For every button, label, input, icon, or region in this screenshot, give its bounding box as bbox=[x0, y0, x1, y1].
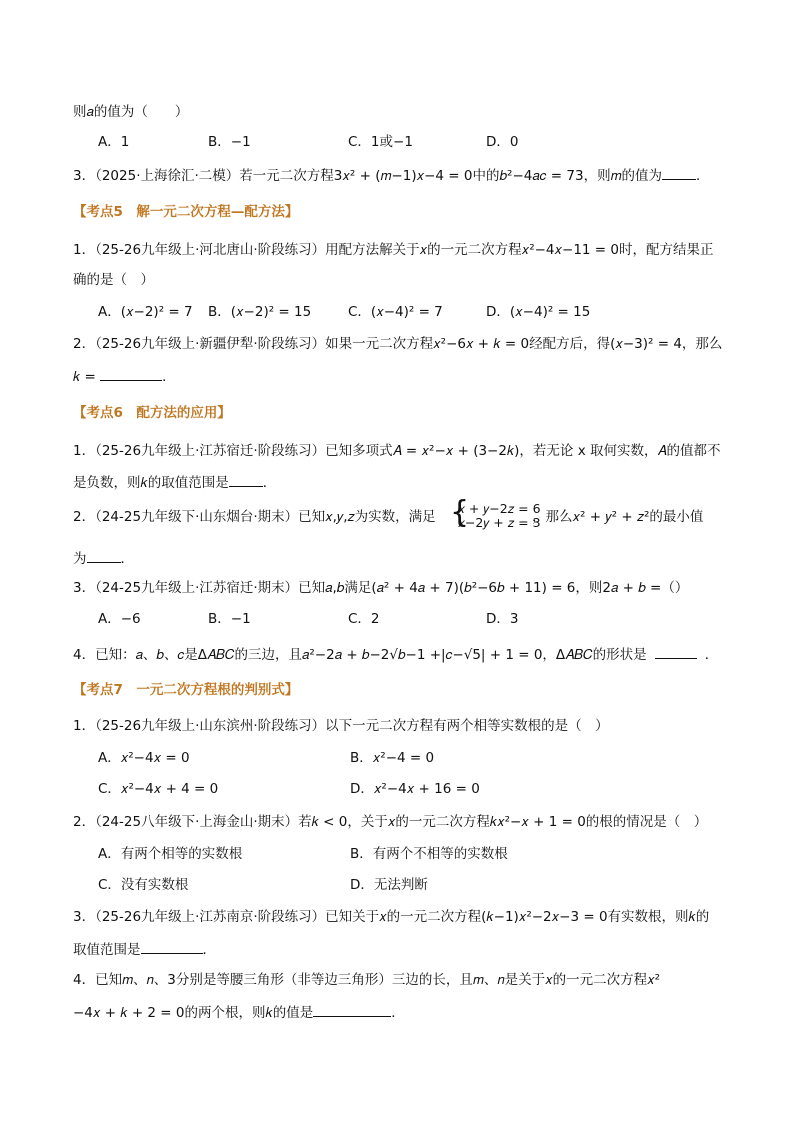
question-text-cont bbox=[73, 366, 176, 386]
option-a: A．有两个相等的实数根 bbox=[98, 846, 243, 862]
option-b: B．𝑥²−4 = 0 bbox=[350, 750, 435, 766]
question-text: 4．已知：𝑎、𝑏、𝑐是Δ𝐴𝐵𝐶的三边，且𝑎²−2𝑎 + 𝑏−2√𝑏−1 +|𝑐−√5| + 1 = 0，Δ𝐴𝐵𝐶的形状是 bbox=[73, 647, 647, 663]
option-c: C．没有实数根 bbox=[98, 877, 189, 893]
question-text: 1．（25-26九年级上·江苏宿迁·阶段练习）已知多项式𝐴 = 𝑥²−𝑥 + (3−2𝑘)，若无论 x 取何实数，𝐴的值都不 bbox=[73, 443, 721, 459]
punct: ． bbox=[391, 1005, 405, 1021]
question-text: 确的是（ ） bbox=[73, 272, 154, 288]
question-text: ，那么𝑥² + 𝑦² + 𝑧²的最小值 bbox=[532, 509, 704, 525]
punct: ． bbox=[162, 369, 176, 385]
section-heading-6: 【考点6 配方法的应用】 bbox=[73, 405, 231, 421]
option-d: D．无法判断 bbox=[350, 877, 428, 893]
option-b: B．有两个不相等的实数根 bbox=[350, 846, 508, 862]
answer-blank bbox=[655, 644, 697, 659]
question-text: 1．（25-26九年级上·河北唐山·阶段练习）用配方法解关于𝑥的一元二次方程𝑥²−4𝑥−11 = 0时，配方结果正 bbox=[73, 242, 714, 258]
answer-blank bbox=[87, 548, 121, 563]
question-4 bbox=[73, 644, 718, 664]
section-heading-7: 【考点7 一元二次方程根的判别式】 bbox=[73, 682, 299, 698]
question-text: 为 bbox=[73, 551, 87, 567]
option-d: D．3 bbox=[486, 611, 519, 627]
punct: ． bbox=[120, 551, 134, 567]
question-text: 2．（24-25八年级下·上海金山·期末）若𝑘 < 0，关于𝑥的一元二次方程𝑘𝑥²−𝑥 + 1 = 0的根的情况是（ ） bbox=[73, 814, 708, 830]
option-a: A．−6 bbox=[98, 611, 141, 627]
question-3 bbox=[73, 165, 710, 185]
option-c: C．(𝑥−4)² = 7 bbox=[348, 304, 443, 320]
answer-blank bbox=[141, 939, 203, 954]
question-text: 𝑘 = bbox=[73, 369, 101, 385]
question-text: 3．（24-25九年级上·江苏宿迁·期末）已知𝑎,𝑏满足(𝑎² + 4𝑎 + 7)(𝑏²−6𝑏 + 11) = 6，则2𝑎 + 𝑏 =（） bbox=[73, 580, 689, 596]
option-b: B．(𝑥−2)² = 15 bbox=[208, 304, 312, 320]
question-text: 1．（25-26九年级上·山东滨州·阶段练习）以下一元二次方程有两个相等实数根的是（ ） bbox=[73, 718, 609, 734]
option-c: C．𝑥²−4𝑥 + 4 = 0 bbox=[98, 781, 219, 797]
question-text-cont bbox=[73, 548, 134, 568]
option-b: B．−1 bbox=[208, 611, 251, 627]
equation-1: 𝑥 + 𝑦−2𝑧 = 6 bbox=[458, 501, 541, 516]
option-a: A．𝑥²−4𝑥 = 0 bbox=[98, 750, 190, 766]
question-text: 4．已知𝑚、𝑛、3分别是等腰三角形（非等边三角形）三边的长，且𝑚、𝑛是关于𝑥的一元二次方程𝑥² bbox=[73, 972, 661, 988]
answer-blank bbox=[313, 1002, 391, 1017]
option-c: C．2 bbox=[348, 611, 380, 627]
brace-icon: { bbox=[450, 495, 470, 530]
answer-blank bbox=[100, 366, 162, 381]
question-text: 取值范围是 bbox=[73, 942, 141, 958]
question-text: −4𝑥 + 𝑘 + 2 = 0的两个根，则𝑘的值是 bbox=[73, 1005, 314, 1021]
question-text: 2．（25-26九年级上·新疆伊犁·阶段练习）如果一元二次方程𝑥²−6𝑥 + 𝑘 = 0经配方后，得(𝑥−3)² = 4，那么 bbox=[73, 336, 723, 352]
answer-blank bbox=[229, 472, 263, 487]
punct: ． bbox=[704, 647, 719, 663]
option-d: D．0 bbox=[486, 134, 519, 150]
question-text-cont bbox=[73, 1002, 405, 1022]
option-c: C．1或−1 bbox=[348, 134, 413, 150]
question-text: 则𝑎的值为（ ） bbox=[73, 104, 189, 120]
option-d: D．𝑥²−4𝑥 + 16 = 0 bbox=[350, 781, 480, 797]
section-heading-5: 【考点5 解一元二次方程—配方法】 bbox=[73, 204, 299, 220]
question-text-cont bbox=[73, 472, 276, 492]
question-text-cont bbox=[73, 939, 216, 959]
punct: ． bbox=[696, 168, 710, 184]
question-text: 3．（25-26九年级上·江苏南京·阶段练习）已知关于𝑥的一元二次方程(𝑘−1)𝑥²−2𝑥−3 = 0有实数根，则𝑘的 bbox=[73, 909, 710, 925]
question-text: 3．（2025·上海徐汇·二模）若一元二次方程3𝑥² + (𝑚−1)𝑥−4 = 0中的𝑏²−4𝑎𝑐 = 73，则𝑚的值为 bbox=[73, 168, 663, 184]
question-text: 是负数，则𝑘的取值范围是 bbox=[73, 475, 229, 491]
punct: ． bbox=[202, 942, 216, 958]
equation-2: 𝑥−2𝑦 + 𝑧 = 3 bbox=[458, 515, 541, 530]
option-a: A．(𝑥−2)² = 7 bbox=[98, 304, 193, 320]
option-b: B．−1 bbox=[208, 134, 251, 150]
option-d: D．(𝑥−4)² = 15 bbox=[486, 304, 591, 320]
option-a: A．1 bbox=[98, 134, 130, 150]
question-text: 2．（24-25九年级下·山东烟台·期末）已知𝑥,𝑦,𝑧为实数，满足 bbox=[73, 509, 436, 525]
answer-blank bbox=[662, 165, 696, 180]
punct: ． bbox=[262, 475, 277, 491]
